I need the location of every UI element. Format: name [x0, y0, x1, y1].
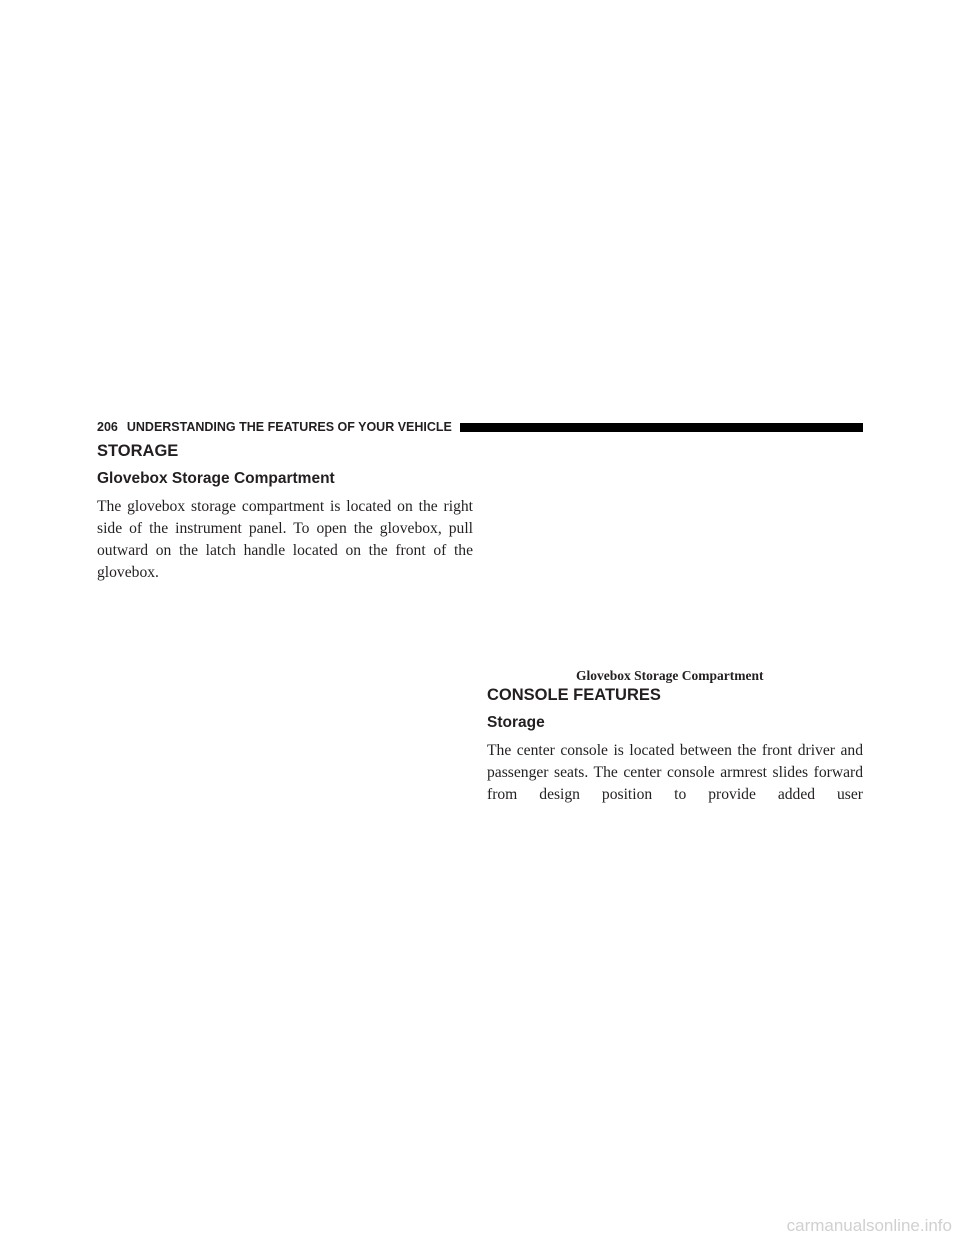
- console-paragraph: The center console is located between the front driver and passenger seats. The center console armrest slides forward from design position to provide added user: [487, 742, 863, 803]
- page-header: [97, 418, 863, 436]
- section-title: UNDERSTANDING THE FEATURES OF YOUR VEHICLE: [126, 420, 452, 434]
- storage-heading: STORAGE: [97, 442, 179, 460]
- figure-caption: Glovebox Storage Compartment: [576, 668, 764, 683]
- page-number: 206: [97, 420, 118, 434]
- header-rule: [460, 423, 863, 432]
- glovebox-subheading: Glovebox Storage Compartment: [97, 470, 335, 487]
- glovebox-paragraph: The glovebox storage compartment is located on the right side of the instrument panel. To open the glovebox, pull outward on the latch handle located on the front of the glovebox.: [97, 498, 473, 581]
- storage-subheading: Storage: [487, 714, 545, 731]
- console-features-heading: CONSOLE FEATURES: [487, 686, 661, 704]
- watermark[interactable]: carmanualsonline.info: [786, 1216, 952, 1235]
